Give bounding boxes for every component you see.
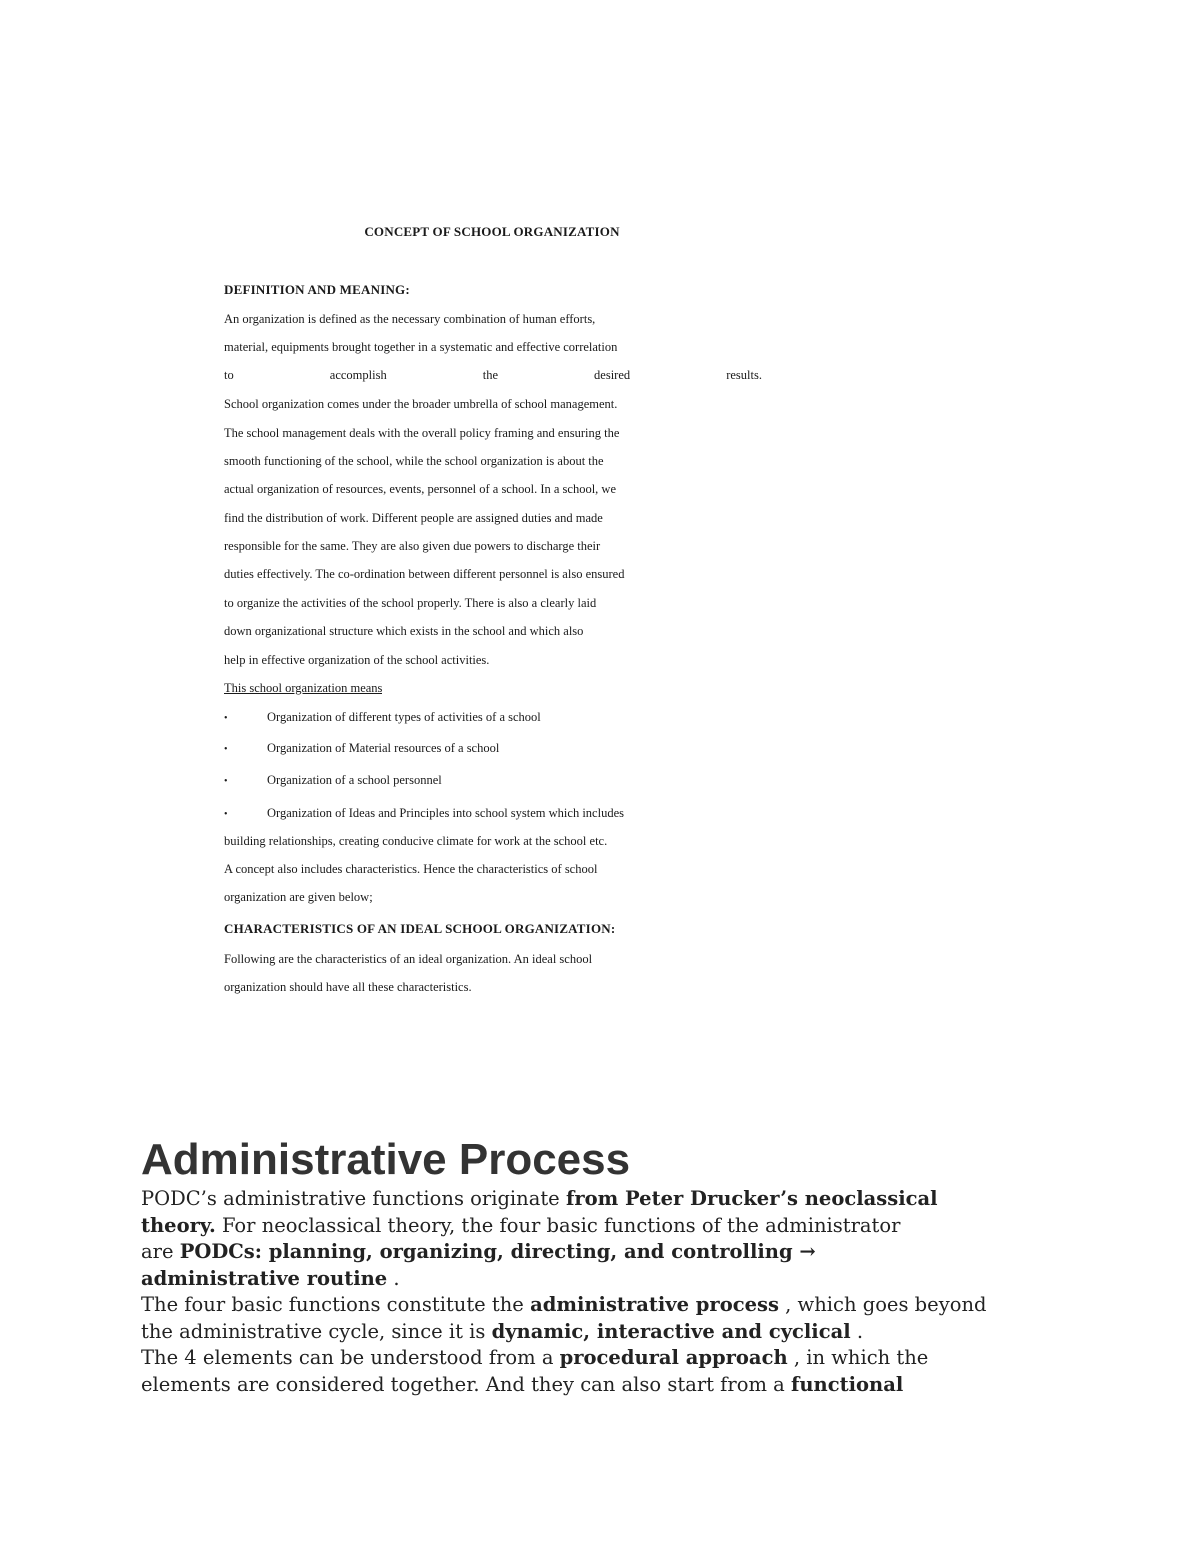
text-run: , in which the xyxy=(787,1346,929,1369)
bold-run: procedural approach xyxy=(559,1346,788,1369)
bullet-text: Organization of a school personnel xyxy=(267,773,442,787)
scan-line: building relationships, creating conducive climate for work at the school etc. xyxy=(224,834,608,848)
text-run: PODC’s administrative functions originate xyxy=(141,1187,566,1210)
bold-run: dynamic, interactive and cyclical xyxy=(491,1319,851,1343)
scan-line: responsible for the same. They are also given due powers to discharge their xyxy=(224,539,601,553)
bullet-icon: • xyxy=(224,713,228,724)
bullet-text: Organization of Ideas and Principles into school system which includes xyxy=(267,806,624,820)
scan-line: Following are the characteristics of an ideal organization. An ideal school xyxy=(224,952,593,966)
scan-line: An organization is defined as the necessary combination of human efforts, xyxy=(224,312,596,326)
scan-line: find the distribution of work. Different people are assigned duties and made xyxy=(224,511,603,525)
administrative-process-section xyxy=(141,1134,1061,1398)
bullet-icon: • xyxy=(224,809,228,820)
scan-line: to organize the activities of the school properly. There is also a clearly laid xyxy=(224,596,597,610)
scan-line: smooth functioning of the school, while the school organization is about the xyxy=(224,454,604,468)
scanned-document-image xyxy=(222,218,767,1008)
text-run: . xyxy=(850,1319,864,1343)
bullet-icon: • xyxy=(224,744,228,755)
scan-line: actual organization of resources, events, personnel of a school. In a school, we xyxy=(224,482,616,496)
means-intro: This school organization means xyxy=(224,681,383,695)
characteristics-heading: CHARACTERISTICS OF AN IDEAL SCHOOL ORGANIZATION: xyxy=(224,921,616,936)
paragraph-line xyxy=(141,1186,1061,1213)
text-run: . xyxy=(387,1266,400,1290)
bullet-text: Organization of different types of activities of a school xyxy=(267,710,541,724)
text-run: are xyxy=(141,1240,180,1263)
scan-line: down organizational structure which exists in the school and which also xyxy=(224,624,584,638)
bold-run: administrative routine xyxy=(141,1266,388,1290)
paragraph-line xyxy=(141,1266,1061,1293)
paragraph-line xyxy=(141,1372,1061,1399)
text-run: The four basic functions constitute the xyxy=(141,1293,531,1316)
spread-word: accomplish xyxy=(329,368,387,382)
bold-run: functional xyxy=(790,1372,904,1396)
scan-line: material, equipments brought together in a systematic and effective correlation xyxy=(224,340,618,354)
bullet-text: Organization of Material resources of a school xyxy=(267,741,500,755)
text-run: For neoclassical theory, the four basic functions of the administrator xyxy=(215,1213,901,1237)
paragraph-line xyxy=(141,1292,1061,1319)
bold-run: from Peter Drucker’s neoclassical xyxy=(565,1187,938,1210)
scan-line: organization are given below; xyxy=(224,890,373,904)
bold-run: PODCs: planning, organizing, directing, and controlling → xyxy=(179,1240,816,1263)
scan-line: organization should have all these characteristics. xyxy=(224,980,472,994)
scan-title: CONCEPT OF SCHOOL ORGANIZATION xyxy=(364,224,620,239)
scan-line: The school management deals with the overall policy framing and ensuring the xyxy=(224,426,620,440)
scan-line: School organization comes under the broader umbrella of school management. xyxy=(224,397,618,411)
text-run: The 4 elements can be understood from a xyxy=(141,1346,560,1369)
spread-word: desired xyxy=(594,368,631,382)
spread-word: results. xyxy=(726,368,762,382)
bullet-icon: • xyxy=(224,776,228,787)
text-run: the administrative cycle, since it is xyxy=(141,1319,492,1343)
paragraph-line xyxy=(141,1345,1061,1372)
scan-line: help in effective organization of the school activities. xyxy=(224,653,490,667)
text-run: , which goes beyond xyxy=(778,1293,987,1316)
scan-line: duties effectively. The co-ordination between different personnel is also ensured xyxy=(224,567,625,581)
scan-line: A concept also includes characteristics. Hence the characteristics of school xyxy=(224,862,598,876)
spread-word: the xyxy=(482,368,499,382)
paragraph-line xyxy=(141,1239,1061,1266)
paragraph-line xyxy=(141,1319,1061,1346)
spread-word: to xyxy=(224,368,234,382)
section-heading: Administrative Process xyxy=(141,1135,631,1184)
bullet-item xyxy=(224,709,541,727)
bullet-item xyxy=(224,772,442,790)
paragraph-line xyxy=(141,1213,1061,1240)
text-run: elements are considered together. And they can also start from a xyxy=(141,1372,791,1396)
bold-run: theory. xyxy=(141,1213,216,1237)
scan-spread-line xyxy=(224,367,762,383)
bullet-item xyxy=(224,805,624,823)
bullet-item xyxy=(224,740,499,758)
bold-run: administrative process xyxy=(530,1293,779,1316)
definition-heading: DEFINITION AND MEANING: xyxy=(224,282,410,297)
